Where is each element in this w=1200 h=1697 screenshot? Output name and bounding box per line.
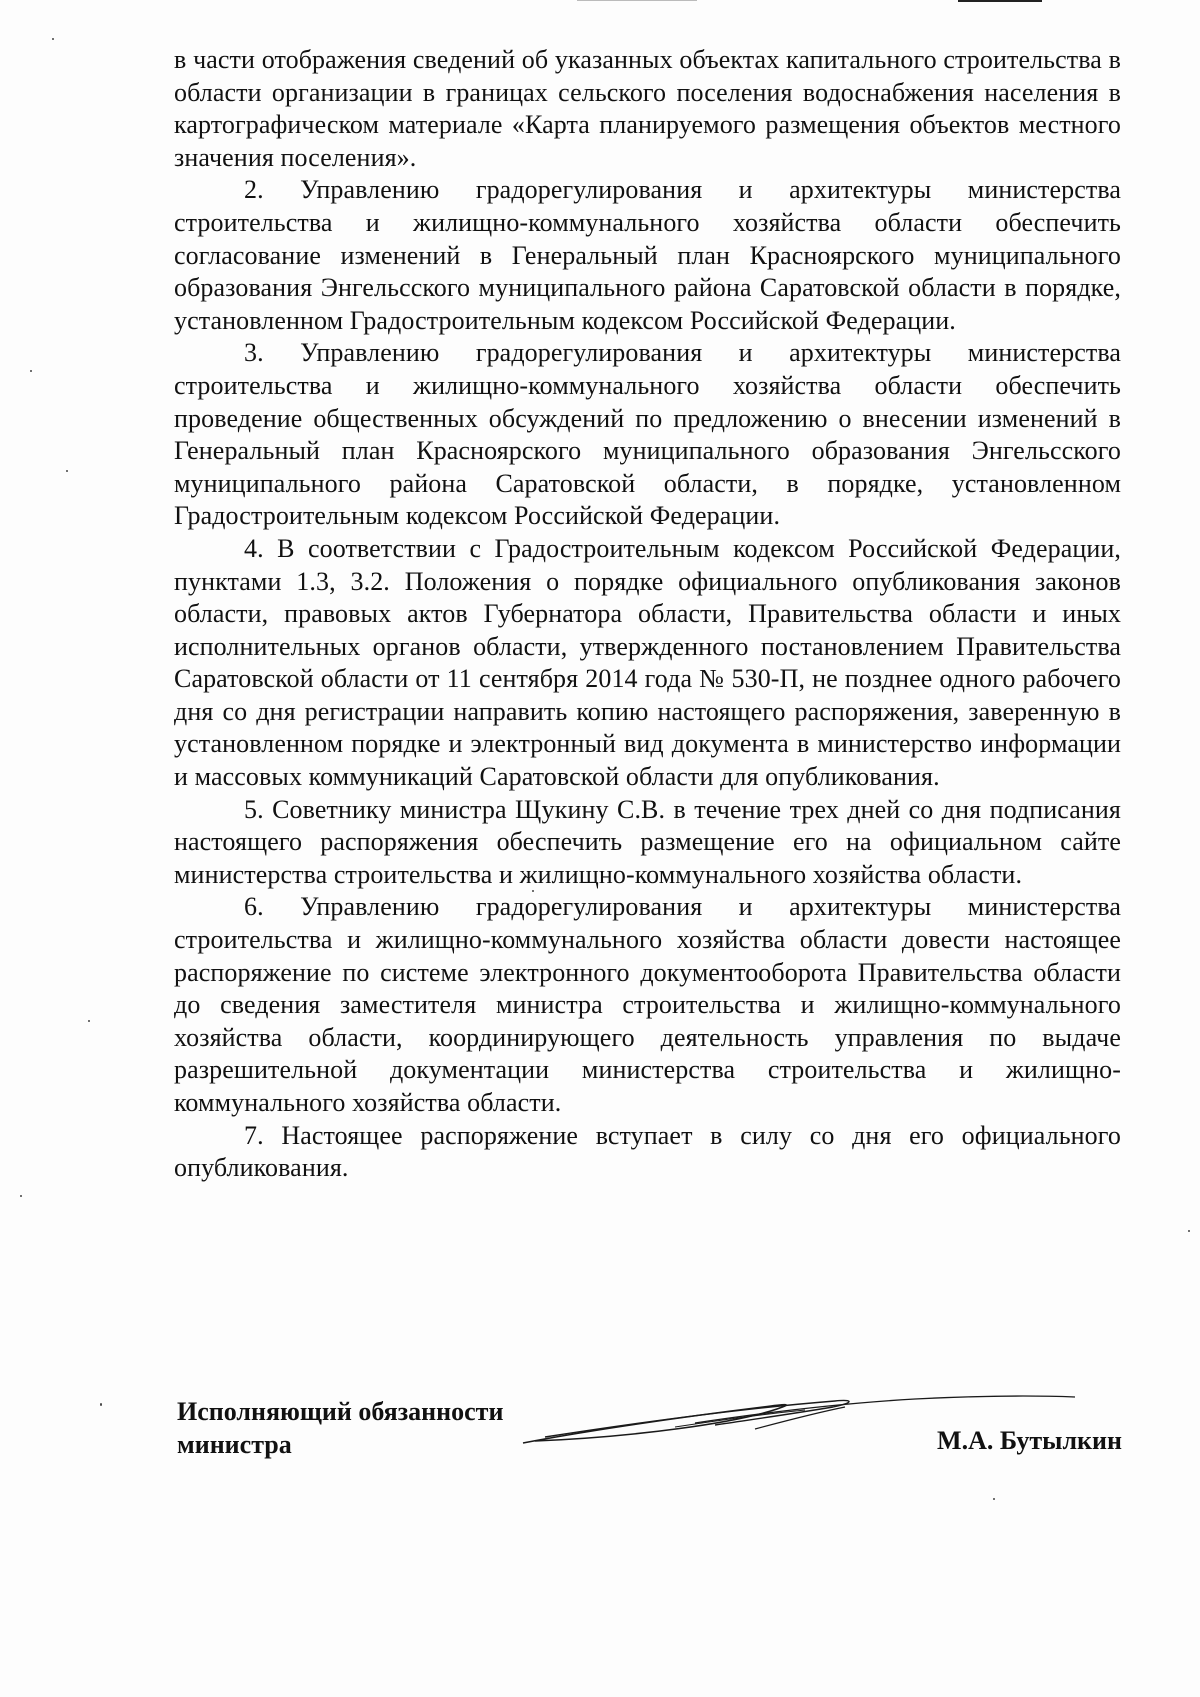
paragraph-item-5: 5. Советнику министра Щукину С.В. в течение трех дней со дня подписания настоящего распоряжения обеспечить размещение его на официальном сайте министерства строительства и жилищно-коммунального хозяйства области.: [174, 794, 1121, 889]
paragraph-item-4: 4. В соответствии с Градостроительным кодексом Российской Федерации, пунктами 1.3, 3.2. Положения о порядке официального опубликования законов области, правовых актов Губернатора области, Правительства области и иных исполнительных органов области, утвержденного постановлением Правительства Саратовской области от 11 сентября 2014 года № 530-П, не позднее одного рабочего дня со дня регистрации направить копию настоящего распоряжения, заверенную в установленном порядке и электронный вид документа в министерство информации и массовых коммуникаций Саратовской области для опубликования.: [174, 533, 1121, 792]
signatory-title-line: министра: [177, 1430, 292, 1459]
paragraph-item-2: 2. Управлению градорегулирования и архитектуры министерства строительства и жилищно-коммунального хозяйства области обеспечить согласование изменений в Генеральный план Красноярского муниципального образования Энгельсского муниципального района Саратовской области в порядке, установленном Градостроительным кодексом Российской Федерации.: [174, 175, 1121, 335]
document-body: [174, 44, 1121, 1185]
paragraph-continuation: в части отображения сведений об указанных объектах капитального строительства в области организации в границах сельского поселения водоснабжения населения в картографическом материале «Карта планируемого размещения объектов местного значения поселения».: [174, 45, 1121, 172]
handwritten-signature: [515, 1385, 1080, 1455]
scan-speck: [30, 370, 32, 372]
scan-edge-mark: [577, 0, 697, 1]
scan-speck: [1188, 1230, 1190, 1232]
paragraph-item-6: 6. Управлению градорегулирования и архитектуры министерства строительства и жилищно-коммунального хозяйства области довести настоящее распоряжение по системе электронного документооборота Правительства области до сведения заместителя министра строительства и жилищно-коммунального хозяйства области, координирующего деятельность управления по выдаче разрешительной документации министерства строительства и жилищно-коммунального хозяйства области.: [174, 892, 1121, 1117]
scan-speck: [532, 890, 534, 892]
scan-speck: [993, 1498, 995, 1500]
paragraph-item-7: 7. Настоящее распоряжение вступает в силу со дня его официального опубликования.: [174, 1120, 1121, 1183]
scan-speck: [88, 1020, 90, 1022]
signatory-title: [177, 1395, 503, 1461]
signatory-title-line: Исполняющий обязанности: [177, 1397, 504, 1426]
scan-speck: [100, 1403, 102, 1406]
scan-speck: [52, 38, 54, 40]
scan-edge-mark: [958, 0, 1042, 2]
paragraph-item-3: 3. Управлению градорегулирования и архитектуры министерства строительства и жилищно-коммунального хозяйства области обеспечить проведение общественных обсуждений по предложению о внесении изменений в Генеральный план Красноярского муниципального образования Энгельсского муниципального района Саратовской области, в порядке, установленном Градостроительным кодексом Российской Федерации.: [174, 338, 1121, 531]
signatory-name: М.А. Бутылкин: [937, 1426, 1122, 1455]
scan-speck: [20, 1195, 22, 1197]
scan-speck: [66, 470, 68, 472]
